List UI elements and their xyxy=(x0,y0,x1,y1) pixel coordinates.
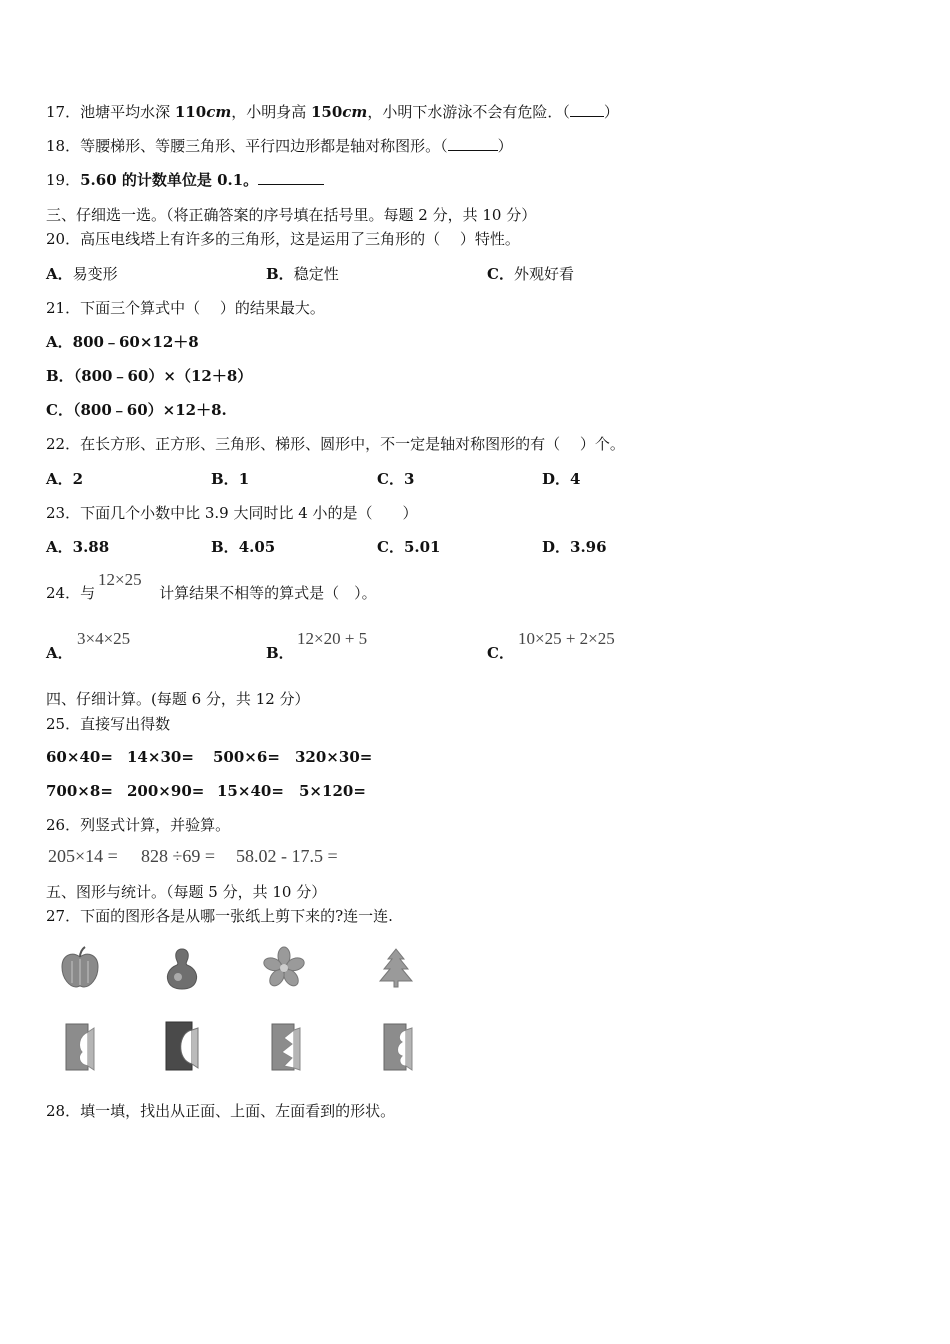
section-4-title: 四、仔细计算。(每题 6 分，共 12 分） xyxy=(46,690,310,708)
q23-option-c[interactable]: C．5.01 xyxy=(377,538,441,556)
paper-round-cut-icon[interactable] xyxy=(160,1020,204,1066)
section-3-title: 三、仔细选一选。（将正确答案的序号填在括号里。每题 2 分，共 10 分） xyxy=(46,206,537,224)
question-28-stem: 28．填一填，找出从正面、上面、左面看到的形状。 xyxy=(46,1102,396,1120)
answer-blank[interactable] xyxy=(258,170,324,185)
q21-option-b[interactable]: B．（800﹣60）×（12＋8） xyxy=(46,367,253,385)
question-26-stem: 26．列竖式计算，并验算。 xyxy=(46,816,231,834)
q26-expression: 58.02 - 17.5 = xyxy=(236,846,338,866)
q24-option-b-expr: 12×20 + 5 xyxy=(297,629,368,648)
question-24-stem: 24．与 计算结果不相等的算式是（ ）。 xyxy=(46,584,377,602)
question-19: 19．5.60 的计数单位是 0.1。 xyxy=(46,170,324,190)
question-20-stem: 20．高压电线塔上有许多的三角形，这是运用了三角形的（ ）特性。 xyxy=(46,230,520,248)
tree-icon[interactable] xyxy=(374,945,418,991)
q20-option-a[interactable]: A．易变形 xyxy=(46,265,118,283)
question-23-stem: 23．下面几个小数中比 3.9 大同时比 4 小的是（ ） xyxy=(46,504,418,522)
q26-expression: 205×14 = xyxy=(48,846,118,866)
question-18: 18．等腰梯形、等腰三角形、平行四边形都是轴对称图形。（ ） xyxy=(46,137,513,155)
q25-item: 60×40= xyxy=(46,748,113,766)
section-5-title: 五、图形与统计。（每题 5 分，共 10 分） xyxy=(46,883,327,901)
q21-option-a[interactable]: A．800﹣60×12＋8 xyxy=(46,333,199,351)
q20-option-b[interactable]: B．稳定性 xyxy=(266,265,339,283)
q22-option-a[interactable]: A．2 xyxy=(46,470,84,488)
gourd-icon[interactable] xyxy=(160,945,204,991)
q24-option-a-label[interactable]: A． xyxy=(46,644,73,662)
q25-item: 700×8= xyxy=(46,782,113,800)
question-27-stem: 27．下面的图形各是从哪一张纸上剪下来的?连一连. xyxy=(46,907,393,925)
q23-option-d[interactable]: D．3.96 xyxy=(542,538,607,556)
q25-item: 15×40= xyxy=(217,782,284,800)
apple-icon[interactable] xyxy=(58,945,102,991)
question-22-stem: 22．在长方形、正方形、三角形、梯形、圆形中，不一定是轴对称图形的有（ ）个。 xyxy=(46,435,625,453)
q24-option-c-expr: 10×25 + 2×25 xyxy=(518,629,615,648)
q23-option-b[interactable]: B．4.05 xyxy=(211,538,276,556)
q22-option-d[interactable]: D．4 xyxy=(542,470,581,488)
paper-zigzag-cut-icon[interactable] xyxy=(266,1022,310,1068)
q26-expression: 828 ÷69 = xyxy=(141,846,216,866)
q23-option-a[interactable]: A．3.88 xyxy=(46,538,110,556)
answer-blank[interactable] xyxy=(570,102,604,117)
q25-item: 320×30= xyxy=(295,748,373,766)
question-25-stem: 25．直接写出得数 xyxy=(46,715,171,733)
q25-item: 200×90= xyxy=(127,782,205,800)
q24-option-a-expr: 3×4×25 xyxy=(77,629,131,648)
q24-option-b-label[interactable]: B． xyxy=(266,644,294,662)
q24-option-c-label[interactable]: C． xyxy=(487,644,514,662)
q22-option-c[interactable]: C．3 xyxy=(377,470,415,488)
paper-leaf-cut-icon[interactable] xyxy=(60,1022,104,1068)
q25-item: 5×120= xyxy=(299,782,366,800)
question-21-stem: 21．下面三个算式中（ ）的结果最大。 xyxy=(46,299,325,317)
question-17: 17．池塘平均水深 110cm，小明身高 150cm，小明下水游泳不会有危险．（ ） xyxy=(46,103,619,121)
flower-icon[interactable] xyxy=(262,945,306,991)
q25-item: 500×6= xyxy=(213,748,280,766)
answer-blank[interactable] xyxy=(448,136,498,151)
paper-wave-cut-icon[interactable] xyxy=(378,1022,422,1068)
q20-option-c[interactable]: C．外观好看 xyxy=(487,265,574,283)
q24-expression: 12×25 xyxy=(98,570,142,589)
q22-option-b[interactable]: B．1 xyxy=(211,470,250,488)
q21-option-c[interactable]: C．（800﹣60）×12＋8. xyxy=(46,401,227,419)
q25-item: 14×30= xyxy=(127,748,194,766)
